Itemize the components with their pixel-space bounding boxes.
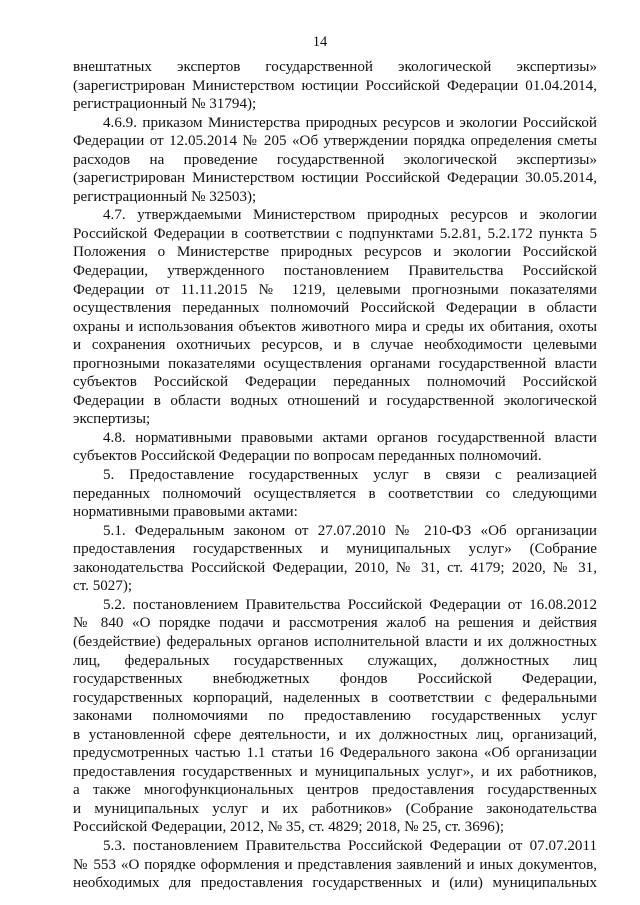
text-line: Российской Федерации в соответствии с подпунктами 5.2.81, 5.2.172 пункта 5 xyxy=(73,225,597,242)
text-line: прогнозными показателями осуществления органами государственной власти xyxy=(73,355,597,372)
text-line: осуществления переданных полномочий Российской Федерации в области xyxy=(73,300,597,317)
text-line: лиц, федеральных государственных служащих, должностных лиц xyxy=(73,652,597,669)
text-line: Федерации в области водных отношений и государственной экологической xyxy=(73,392,597,409)
text-line: необходимых для предоставления государственных и (или) муниципальных xyxy=(73,875,597,892)
text-line: Федерации от 12.05.2014 № 205 «Об утверждении порядка определения сметы xyxy=(73,133,597,150)
text-line: Федерации от 11.11.2015 № 1219, целевыми прогнозными показателями xyxy=(73,281,597,298)
text-line: субъектов Российской Федерации переданных полномочий Российской xyxy=(73,374,597,391)
text-line: государственных корпораций, наделенных в соответствии с федеральными xyxy=(73,689,597,706)
text-line: в установленной сфере деятельности, и их должностных лиц, организаций, xyxy=(73,726,597,743)
page-number: 14 xyxy=(312,34,328,50)
text-line: 5.2. постановлением Правительства Российской Федерации от 16.08.2012 xyxy=(103,596,597,613)
text-line: № 840 «О порядке подачи и рассмотрения жалоб на решения и действия xyxy=(73,615,597,632)
text-line: (зарегистрирован Министерством юстиции Российской Федерации 30.05.2014, xyxy=(73,170,597,187)
text-line: и сохранения охотничьих ресурсов, и в случае необходимости целевыми xyxy=(73,337,597,354)
text-line: нормативными правовыми актами: xyxy=(73,504,298,521)
text-line: 4.7. утверждаемыми Министерством природных ресурсов и экологии xyxy=(103,207,597,224)
text-line: Федерации, утвержденного постановлением Правительства Российской xyxy=(73,263,597,280)
text-line: переданных полномочий осуществляется в соответствии со следующими xyxy=(73,485,597,502)
text-line: 5.3. постановлением Правительства Российской Федерации от 07.07.2011 xyxy=(103,837,597,854)
text-line: внештатных экспертов государственной экологической экспертизы» xyxy=(73,59,597,75)
text-line: № 553 «О порядке оформления и представления заявлений и иных документов, xyxy=(73,856,597,873)
text-line: Российской Федерации, 2012, № 35, ст. 4829; 2018, № 25, ст. 3696); xyxy=(73,819,505,836)
text-line: расходов на проведение государственной экологической экспертизы» xyxy=(73,151,597,168)
text-line: регистрационный № 31794); xyxy=(73,96,257,113)
document-body xyxy=(73,58,597,893)
text-line: государственных внебюджетных фондов Российской Федерации, xyxy=(73,671,597,688)
text-line: (зарегистрирован Министерством юстиции Российской Федерации 01.04.2014, xyxy=(73,77,597,94)
text-line: 5. Предоставление государственных услуг в связи с реализацией xyxy=(103,467,597,484)
text-line: ст. 5027); xyxy=(73,578,133,595)
text-line: законодательства Российской Федерации, 2010, № 31, ст. 4179; 2020, № 31, xyxy=(73,559,597,576)
text-line: субъектов Российской Федерации по вопросам переданных полномочий. xyxy=(73,448,542,465)
text-line: экспертизы; xyxy=(73,411,151,428)
text-line: Положения о Министерстве природных ресурсов и экологии Российской xyxy=(73,244,597,261)
text-line: 5.1. Федеральным законом от 27.07.2010 № 210-ФЗ «Об организации xyxy=(103,522,597,539)
text-line: регистрационный № 32503); xyxy=(73,188,257,205)
text-line: предусмотренных частью 1.1 статьи 16 Федерального закона «Об организации xyxy=(73,745,597,762)
text-line: охраны и использования объектов животного мира и среды их обитания, охоты xyxy=(73,318,597,335)
text-line: и муниципальных услуг и их работников» (Собрание законодательства xyxy=(73,800,597,817)
text-line: 4.8. нормативными правовыми актами органов государственной власти xyxy=(103,429,597,446)
text-line: законами полномочиями по предоставлению государственных услуг xyxy=(73,708,597,725)
text-line: предоставления государственных и муниципальных услуг», и их работников, xyxy=(73,763,597,780)
text-line: 4.6.9. приказом Министерства природных ресурсов и экологии Российской xyxy=(103,114,597,131)
text-line: (бездействие) федеральных органов исполнительной власти и их должностных xyxy=(73,633,597,650)
text-line: предоставления государственных и муниципальных услуг» (Собрание xyxy=(73,541,597,558)
text-line: а также многофункциональных центров предоставления государственных xyxy=(73,782,597,799)
